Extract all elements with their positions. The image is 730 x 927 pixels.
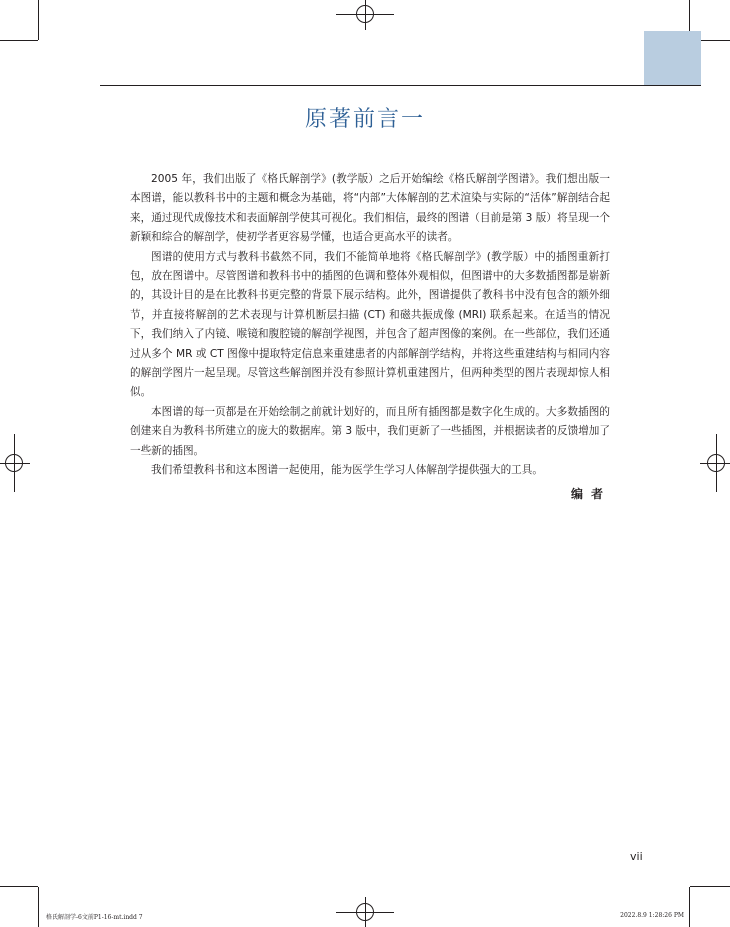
- page-title: 原著前言一: [304, 107, 425, 132]
- paragraph-2: 图谱的使用方式与教科书截然不同，我们不能简单地将《格氏解剖学》(教学版）中的插图重新打包，放在图谱中。尽管图谱和教科书中的插图的色调和整体外观相似，但图谱中的大多数插图都是崭新的，其设计目的是在比教科书更完整的背景下展示结构。此外，图谱提供了教科书中没有包含的额外细节，并直接将解剖的艺术表现与计算机断层扫描 (CT) 和磁共振成像 (MRI) 联系起来。在适当的情况下，我们纳入了内镜、喉镜和腹腔镜的解剖学视图，并包含了超声图像的案例。在一些部位，我们还通过从多个 MR 或 CT 图像中提取特定信息来重建患者的内部解剖学结构，并将这些重建结构与相同内容的解剖学图片一起呈现。尽管这些解剖图并没有参照计算机重建图片，但两种类型的图片表现却惊人相似。: [130, 250, 610, 399]
- page-number: vii: [630, 850, 643, 863]
- paragraph-1: 2005 年，我们出版了《格氏解剖学》(教学版）之后开始编绘《格氏解剖学图谱》。我们想出版一本图谱，能以教科书中的主题和概念为基础，将“内部”大体解剖的艺术渲染与实际的“活体”解剖结合起来，通过现代成像技术和表面解剖学使其可视化。我们相信，最终的图谱（目前是第 3 版）将呈现一个新颖和综合的解剖学，使初学者更容易学懂，也适合更高水平的读者。: [130, 173, 610, 244]
- preface-body: [130, 170, 610, 481]
- header-rule: [100, 85, 701, 86]
- paragraph-4: 我们希望教科书和这本图谱一起使用，能为医学生学习人体解剖学提供强大的工具。: [151, 464, 543, 477]
- chapter-tab: [644, 31, 701, 85]
- signature: 编者: [570, 487, 611, 501]
- paragraph-3: 本图谱的每一页都是在开始绘制之前就计划好的，而且所有插图都是数字化生成的。大多数插图的创建来自为教科书所建立的庞大的数据库。第 3 版中，我们更新了一些插图，并根据读者的反馈增加了一些新的插图。: [130, 405, 610, 457]
- slug-timestamp: 2022.8.9 1:28:26 PM: [620, 912, 684, 919]
- slug-file: 格氏解剖学-6文前P1-16-mt.indd 7: [46, 914, 143, 921]
